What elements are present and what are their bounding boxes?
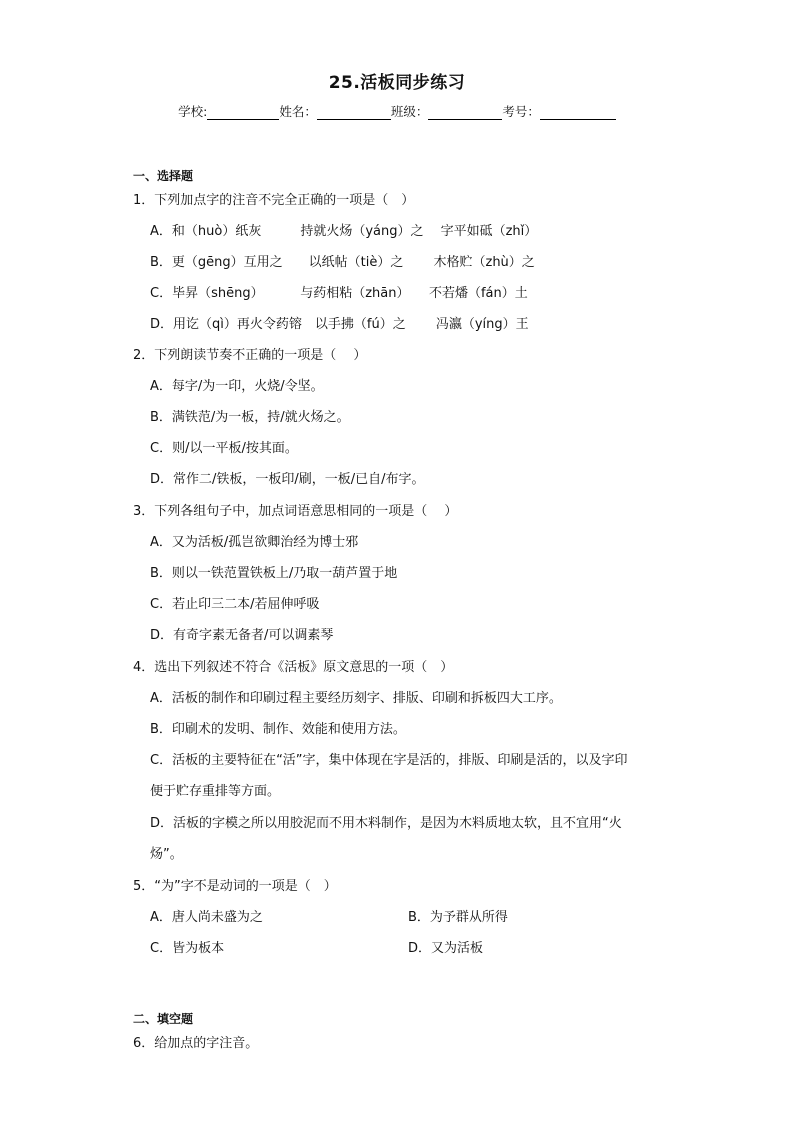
question-3-option-b: B．则以一铁范置铁板上/乃取一葫芦置于地 [150, 566, 398, 581]
question-4-stem: 4．选出下列叙述不符合《活板》原文意思的一项（ ） [133, 660, 454, 675]
question-5-stem: 5．“为”字不是动词的一项是（ ） [133, 879, 337, 894]
question-5-option-b: B．为予群从所得 [408, 910, 508, 925]
question-2-option-c: C．则/以一平板/按其面。 [150, 441, 298, 456]
question-1-option-c: C．毕昇（shēng） 与药相粘（zhān） 不若燔（fán）土 [150, 286, 528, 301]
section-heading-choice: 一、选择题 [133, 169, 194, 183]
question-3-option-a: A．又为活板/孤岂欲卿治经为博士邪 [150, 535, 359, 550]
student-info-row [0, 102, 794, 120]
question-1-option-a: A．和（huò）纸灰 持就火炀（yáng）之 字平如砥（zhǐ） [150, 224, 538, 239]
question-4-option-c-line2: 便于贮存重排等方面。 [150, 784, 281, 799]
question-3-option-d: D．有奇字素无备者/可以调素琴 [150, 628, 334, 643]
question-4-option-a: A．活板的制作和印刷过程主要经历刻字、排版、印刷和拆板四大工序。 [150, 691, 562, 706]
question-2-option-a: A．每字/为一印，火烧/令坚。 [150, 379, 324, 394]
question-2-option-d: D．常作二/铁板，一板印/刷，一板/已自/布字。 [150, 472, 425, 487]
question-4-option-d-line1: D．活板的字模之所以用胶泥而不用木料制作，是因为木料质地太软，且不宜用“火 [150, 816, 622, 831]
school-label: 学校: [178, 104, 208, 119]
question-5-option-a: A．唐人尚未盛为之 [150, 910, 263, 925]
question-4-option-d-line2: 炀”。 [150, 847, 183, 862]
question-5-option-c: C．皆为板本 [150, 941, 225, 956]
question-5-option-d: D．又为活板 [408, 941, 484, 956]
name-blank [317, 105, 391, 120]
school-blank [207, 105, 279, 120]
section-heading-fill: 二、填空题 [133, 1012, 194, 1026]
question-1-option-b: B．更（gēng）互用之 以纸帖（tiè）之 木格贮（zhù）之 [150, 255, 535, 270]
question-4-option-b: B．印刷术的发明、制作、效能和使用方法。 [150, 722, 406, 737]
question-3-stem: 3．下列各组句子中，加点词语意思相同的一项是（ ） [133, 504, 458, 519]
exam-no-blank [540, 105, 616, 120]
class-blank [428, 105, 502, 120]
question-2-option-b: B．满铁范/为一板，持/就火炀之。 [150, 410, 350, 425]
page-title: 25.活板同步练习 [328, 73, 466, 93]
class-label: 班级： [390, 104, 429, 119]
exam-no-label: 考号： [502, 104, 540, 119]
question-1-option-d: D．用讫（qì）再火令药镕 以手拂（fú）之 冯瀛（yíng）王 [150, 317, 529, 332]
question-1-stem: 1．下列加点字的注音不完全正确的一项是（ ） [133, 193, 415, 208]
question-4-option-c-line1: C．活板的主要特征在“活”字，集中体现在字是活的，排版、印刷是活的，以及字印 [150, 753, 628, 768]
question-3-option-c: C．若止印三二本/若屈伸呼吸 [150, 597, 320, 612]
question-2-stem: 2．下列朗读节奏不正确的一项是（ ） [133, 348, 367, 363]
question-6-stem: 6．给加点的字注音。 [133, 1036, 259, 1051]
name-label: 姓名： [279, 104, 317, 119]
